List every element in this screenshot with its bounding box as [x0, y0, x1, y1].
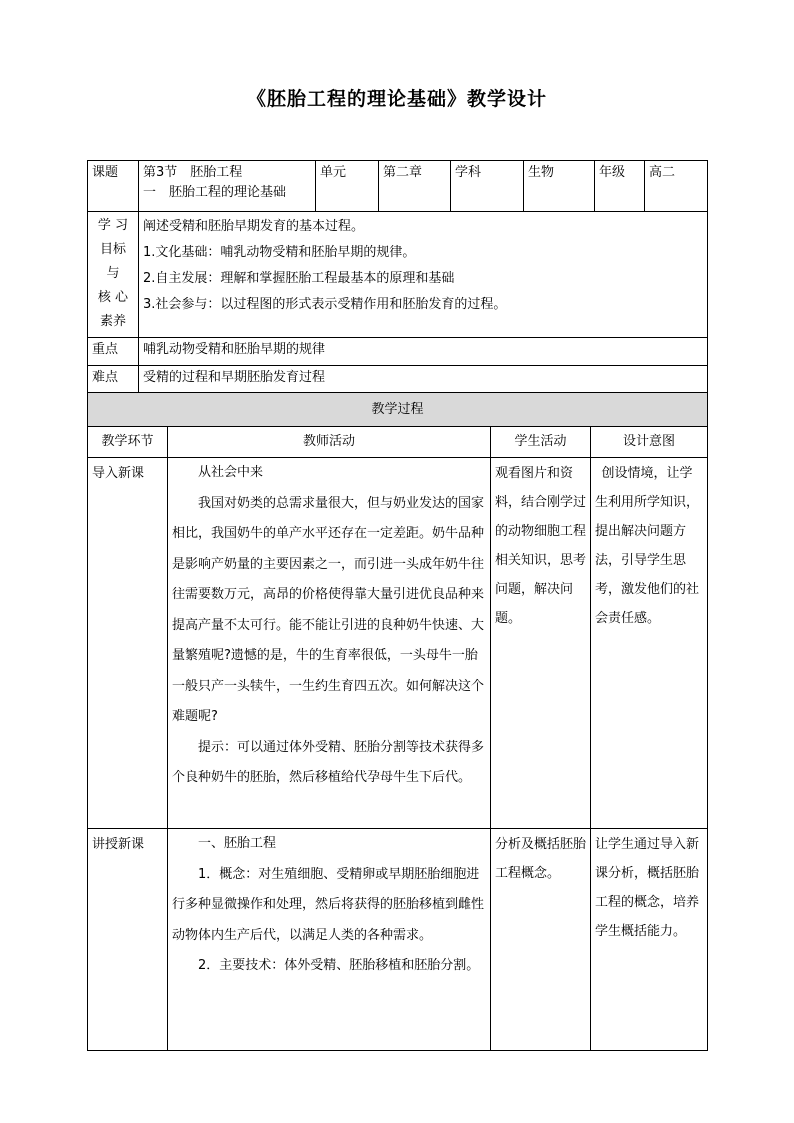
teacher-paragraph: 一、胚胎工程 — [198, 836, 277, 851]
stage-cell: 导入新课 — [88, 458, 168, 829]
goals-label-line: 与 — [106, 266, 120, 281]
course-info-table — [87, 160, 708, 394]
goal-item: 1.文化基础：哺乳动物受精和胚胎早期的规律。 — [143, 245, 416, 260]
stage-cell: 讲授新课 — [88, 829, 168, 1051]
unit-label: 单元 — [316, 161, 379, 212]
document-title: 《胚胎工程的理论基础》教学设计 — [246, 88, 547, 110]
difficulty-label: 难点 — [88, 366, 139, 394]
unit-value: 第二章 — [379, 161, 451, 212]
teacher-paragraph: 2．主要技术：体外受精、胚胎移植和胚胎分割。 — [198, 958, 480, 973]
teacher-paragraph: 从社会中来 — [198, 465, 264, 480]
intent-cell: 让学生通过导入新课分析，概括胚胎工程的概念，培养学生概括能力。 — [591, 829, 708, 1051]
goals-content — [139, 212, 708, 338]
grade-label: 年级 — [595, 161, 645, 212]
header-stage: 教学环节 — [88, 427, 168, 458]
goals-label-line: 目标 — [99, 242, 126, 257]
teacher-cell — [168, 829, 491, 1051]
subject-label: 课题 — [88, 161, 139, 212]
teaching-process-table — [87, 392, 708, 1051]
subject-value — [139, 161, 316, 212]
teacher-paragraph: 1．概念：对生殖细胞、受精卵或早期胚胎细胞进行多种显微操作和处理，然后将获得的胚胎移植到雌性动物体内生产后代，以满足人类的各种需求。 — [172, 866, 485, 943]
teacher-paragraph: 我国对奶类的总需求量很大，但与奶业发达的国家相比，我国奶牛的单产水平还存在一定差距。奶牛品种是影响产奶量的主要因素之一，而引进一头成年奶牛往往需要数万元，高昂的价格使得靠大量引进优良品种来提高产量不太可行。能不能让引进的良种奶牛快速、大量繁殖呢?遗憾的是，牛的生育率很低，一头母牛一胎一般只产一头犊牛，一生约生育四五次。如何解决这个难题呢? — [172, 495, 485, 724]
subject-line-2: 一 胚胎工程的理论基础 — [143, 185, 287, 200]
process-title: 教学过程 — [88, 393, 708, 427]
grade-value: 高二 — [645, 161, 708, 212]
goals-label — [88, 212, 139, 338]
goals-label-line: 学 习 — [97, 218, 129, 233]
intent-cell: 创设情境，让学生利用所学知识，提出解决问题方法，引导学生思考，激发他们的社会责任感。 — [591, 458, 708, 829]
goals-label-line: 核 心 — [97, 290, 129, 305]
header-teacher: 教师活动 — [168, 427, 491, 458]
key-point-value: 哺乳动物受精和胚胎早期的规律 — [139, 338, 708, 366]
goal-item: 3.社会参与：以过程图的形式表示受精作用和胚胎发育的过程。 — [143, 297, 507, 312]
key-point-label: 重点 — [88, 338, 139, 366]
header-student: 学生活动 — [491, 427, 591, 458]
teacher-paragraph: 提示：可以通过体外受精、胚胎分割等技术获得多个良种奶牛的胚胎，然后移植给代孕母牛生下后代。 — [172, 739, 485, 785]
goals-label-line: 素养 — [99, 314, 126, 329]
discipline-label: 学科 — [451, 161, 524, 212]
subject-line-1: 第3节 胚胎工程 — [143, 165, 243, 180]
goal-item: 2.自主发展：理解和掌握胚胎工程最基本的原理和基础 — [143, 271, 455, 286]
goal-item: 阐述受精和胚胎早期发育的基本过程。 — [143, 219, 365, 234]
header-intent: 设计意图 — [591, 427, 708, 458]
teacher-cell — [168, 458, 491, 829]
student-cell: 分析及概括胚胎工程概念。 — [491, 829, 591, 1051]
difficulty-value: 受精的过程和早期胚胎发育过程 — [139, 366, 708, 394]
discipline-value: 生物 — [524, 161, 595, 212]
student-cell: 观看图片和资料，结合刚学过的动物细胞工程相关知识，思考问题，解决问题。 — [491, 458, 591, 829]
